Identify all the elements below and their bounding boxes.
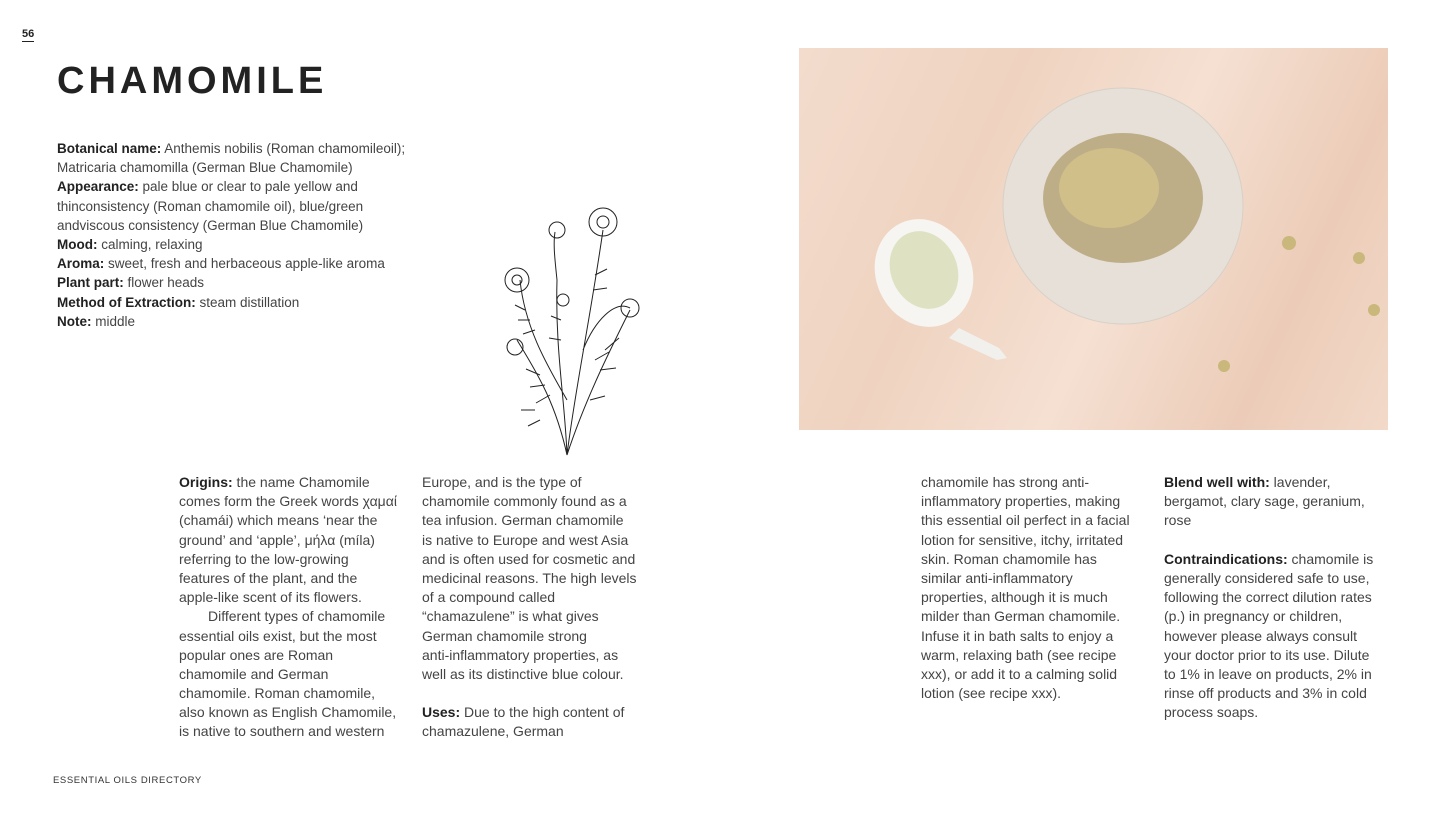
text-line <box>179 684 419 703</box>
text-line <box>179 531 419 550</box>
chamomile-photo <box>799 48 1388 430</box>
text-value: chamomile commonly found as a <box>422 493 627 510</box>
text-value: referring to the low-growing <box>179 550 349 567</box>
text-value: chamomile is <box>1287 550 1374 567</box>
text-line <box>422 607 662 626</box>
text-value: lotion (see recipe xxx). <box>921 685 1062 702</box>
text-value: tea infusion. German chamomile <box>422 512 624 529</box>
text-value: rinse off products and 3% in cold <box>1164 685 1367 702</box>
text-value: ground’ and ‘apple’, μήλα (míla) <box>179 531 375 548</box>
text-line <box>57 141 383 156</box>
field-label: Uses: <box>422 704 461 721</box>
text-line <box>179 703 419 722</box>
text-value: German chamomile strong <box>422 627 587 644</box>
text-value: steam distillation <box>195 294 300 310</box>
fact-item <box>57 254 407 273</box>
text-value: anti-inflammatory properties, as <box>422 646 619 663</box>
text-line <box>921 627 1161 646</box>
text-value: chamomile has strong anti- <box>921 474 1090 490</box>
field-label: Botanical name: <box>57 141 162 156</box>
text-value: calming, relaxing <box>97 237 203 253</box>
text-line <box>921 511 1161 530</box>
text-value: “chamazulene” is what gives <box>422 608 599 625</box>
text-line <box>422 665 662 684</box>
text-value: properties, although it is much <box>921 589 1108 606</box>
text-value: your doctor prior to its use. Dilute <box>1164 646 1370 663</box>
text-value: apple-like scent of its flowers. <box>179 589 362 606</box>
text-line <box>422 569 662 588</box>
text-value: flower heads <box>123 275 205 291</box>
text-line <box>422 511 662 530</box>
text-value: warm, relaxing bath (see recipe <box>921 646 1117 663</box>
field-label: Plant part: <box>57 275 124 291</box>
text-value: consistency (Roman chamomile oil), blue/green and <box>57 198 364 233</box>
text-line <box>422 722 662 741</box>
text-value: (chamái) which means ‘near the <box>179 512 378 529</box>
text-line <box>179 473 419 492</box>
page-title: CHAMOMILE <box>57 60 328 102</box>
text-line <box>1164 569 1404 588</box>
text-line <box>80 218 364 233</box>
field-label: Method of Extraction: <box>57 294 196 310</box>
text-line <box>1164 646 1404 665</box>
text-line <box>179 607 419 626</box>
text-value: generally considered safe to use, <box>1164 569 1370 586</box>
text-line <box>57 256 385 271</box>
fact-item <box>57 139 407 177</box>
text-line <box>179 569 419 588</box>
text-line <box>921 492 1161 511</box>
text-value: viscous consistency (German Blue Chamomile) <box>79 217 364 233</box>
text-value: chamomile. Roman chamomile, <box>179 685 376 702</box>
text-value: medicinal reasons. The high levels <box>422 569 637 586</box>
text-column-2 <box>422 473 662 742</box>
text-value: to 1% in leave on products, 2% in <box>1164 665 1372 682</box>
field-label: Aroma: <box>57 256 105 272</box>
text-line <box>422 588 662 607</box>
chamomile-illustration <box>495 200 655 460</box>
text-line <box>422 473 662 492</box>
text-value: however please always consult <box>1164 627 1357 644</box>
text-value: comes form the Greek words χαμαί <box>179 493 397 510</box>
text-value: lavender, <box>1269 474 1331 490</box>
text-value: and is often used for cosmetic and <box>422 550 636 567</box>
text-value: chamomile and German <box>179 665 329 682</box>
text-column-3 <box>921 473 1161 703</box>
text-value: rose <box>1164 512 1192 529</box>
paragraph-gap <box>1164 531 1404 550</box>
text-line <box>921 550 1161 569</box>
fact-item <box>57 293 407 312</box>
fact-item <box>57 312 407 331</box>
text-line <box>1164 511 1404 530</box>
text-line <box>179 627 419 646</box>
text-value: is native to Europe and west Asia <box>422 531 629 548</box>
facts-list <box>57 139 407 331</box>
text-line <box>1164 607 1404 626</box>
text-line <box>179 588 419 607</box>
text-line <box>1164 473 1404 492</box>
text-column-1 <box>179 473 419 742</box>
text-line <box>1164 588 1404 607</box>
fact-item <box>57 273 407 292</box>
text-line <box>179 646 419 665</box>
text-line <box>179 550 419 569</box>
fact-item <box>57 177 407 235</box>
text-value: essential oils exist, but the most <box>179 627 377 644</box>
text-line <box>921 684 1161 703</box>
text-value: is native to southern and western <box>179 723 385 740</box>
text-line <box>422 627 662 646</box>
text-value: bergamot, clary sage, geranium, <box>1164 493 1365 510</box>
text-value: well as its distinctive blue colour. <box>422 665 624 682</box>
text-line <box>57 295 299 310</box>
text-value: oil); Matricaria chamomilla (German Blue Chamomile) <box>57 141 406 176</box>
field-label: Appearance: <box>57 179 139 195</box>
text-value: inflammatory properties, making <box>921 493 1121 510</box>
text-value: middle <box>91 313 136 329</box>
text-value: chamazulene, German <box>422 723 564 740</box>
text-value: xxx), or add it to a calming solid <box>921 665 1118 682</box>
text-line <box>57 275 204 290</box>
text-value: (p.) in pregnancy or children, <box>1164 608 1343 625</box>
text-line <box>921 588 1161 607</box>
text-value: following the correct dilution rates <box>1164 589 1372 606</box>
text-value: Infuse it in bath salts to enjoy a <box>921 627 1114 644</box>
text-line <box>921 569 1161 588</box>
text-line <box>179 722 419 741</box>
text-value: Different types of chamomile <box>208 608 386 625</box>
text-line <box>422 492 662 511</box>
text-line <box>57 237 203 252</box>
text-line <box>1164 665 1404 684</box>
text-value: Anthemis nobilis (Roman chamomile <box>161 141 384 156</box>
text-line <box>1164 492 1404 511</box>
field-label: Origins: <box>179 474 233 490</box>
text-line <box>179 511 419 530</box>
text-value: Europe, and is the type of <box>422 474 582 490</box>
paragraph-gap <box>422 684 662 703</box>
text-value: pale blue or clear to pale yellow and thin <box>57 179 358 214</box>
text-line <box>422 531 662 550</box>
text-line <box>57 314 135 329</box>
text-line <box>921 607 1161 626</box>
text-line <box>179 492 419 511</box>
text-line <box>1164 703 1404 722</box>
field-label: Mood: <box>57 237 98 253</box>
text-value: also known as English Chamomile, <box>179 704 397 721</box>
text-line <box>921 665 1161 684</box>
text-line <box>1164 550 1404 569</box>
fact-item <box>57 235 407 254</box>
text-line <box>1164 627 1404 646</box>
text-line <box>179 665 419 684</box>
text-value: sweet, fresh and herbaceous apple-like aroma <box>104 256 385 272</box>
text-line <box>921 646 1161 665</box>
text-line <box>422 703 662 722</box>
field-label: Blend well with: <box>1164 474 1270 490</box>
text-line <box>921 531 1161 550</box>
text-line <box>422 550 662 569</box>
text-line <box>422 646 662 665</box>
text-line <box>1164 684 1404 703</box>
text-value: process soaps. <box>1164 704 1259 721</box>
running-footer: ESSENTIAL OILS DIRECTORY <box>53 775 202 786</box>
field-label: Note: <box>57 313 92 329</box>
text-value: features of the plant, and the <box>179 569 358 586</box>
text-value: popular ones are Roman <box>179 646 334 663</box>
text-column-4 <box>1164 473 1404 722</box>
text-value: lotion for sensitive, itchy, irritated <box>921 531 1124 548</box>
text-value: the name Chamomile <box>232 474 370 490</box>
text-line <box>921 473 1161 492</box>
text-value: similar anti-inflammatory <box>921 569 1073 586</box>
text-value: skin. Roman chamomile has <box>921 550 1097 567</box>
text-value: of a compound called <box>422 589 556 606</box>
text-value: this essential oil perfect in a facial <box>921 512 1130 529</box>
text-value: Due to the high content of <box>460 704 625 721</box>
field-label: Contraindications: <box>1164 550 1288 567</box>
text-value: milder than German chamomile. <box>921 608 1121 625</box>
page-number: 56 <box>22 28 35 40</box>
